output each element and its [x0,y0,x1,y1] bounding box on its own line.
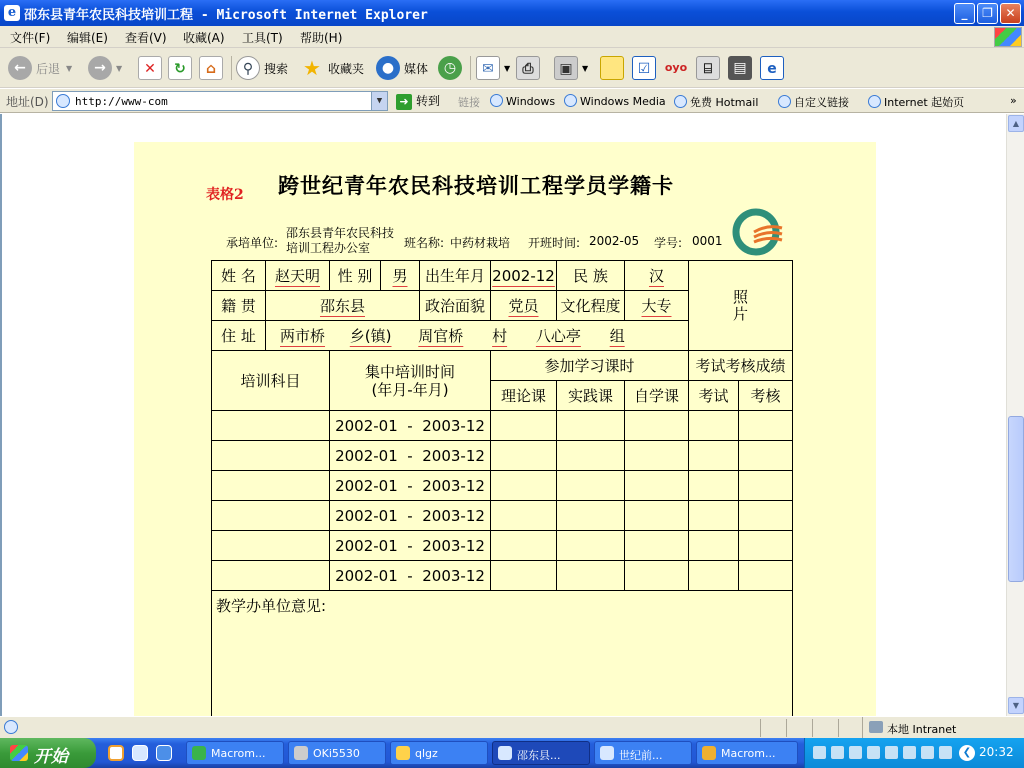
link-icon [674,95,687,108]
menu-bar [0,26,1024,48]
page-title: 跨世纪青年农民科技培训工程学员学籍卡 [278,173,674,198]
group-unit: 组 [609,327,625,345]
edit-button[interactable]: ▣ ▼ [554,54,588,82]
keyboard-icon[interactable] [813,746,826,759]
forward-button[interactable]: → ▼ [88,54,122,82]
menu-file[interactable]: 文件(F) [10,31,51,45]
pen-icon[interactable] [831,746,844,759]
ie-page-icon: e [760,56,784,80]
start-label: 开始 [34,747,68,767]
home-icon: ⌂ [199,56,223,80]
note-icon [600,56,624,80]
links-label: 链接 [458,96,480,109]
start-value: 2002-05 [589,234,640,248]
photo-box: 照 片 [689,261,793,351]
back-arrow-icon: ← [8,56,32,80]
mail-icon: ✉ [476,56,500,80]
home-button[interactable] [199,54,227,82]
tool-button-c[interactable] [760,54,788,82]
forward-arrow-icon: → [88,56,112,80]
opinion-label: 教学办单位意见: [216,597,327,615]
ie-icon: e [4,5,20,21]
town-value: 两市桥 [280,327,326,345]
assess-header: 考核 [739,381,793,411]
refresh-button[interactable] [168,54,196,82]
address-bar [0,89,1024,113]
edu-value: 大专 [625,291,689,321]
form-label: 表格2 [206,187,244,203]
group-value: 八心亭 [535,327,581,345]
period-cell: 2002-01 - 2003-12 [330,501,491,531]
links-overflow-icon[interactable]: » [1010,94,1017,107]
search-icon: ⚲ [236,56,260,80]
link-windows-media[interactable]: Windows Media [564,94,666,108]
discuss-button[interactable] [600,54,628,82]
period-cell: 2002-01 - 2003-12 [330,561,491,591]
political-label: 政治面貌 [420,291,491,321]
macromedia-icon [192,746,206,760]
favorites-button[interactable] [300,54,364,82]
messenger-button[interactable] [632,54,660,82]
ie-quicklaunch-icon[interactable] [132,745,148,761]
link-icon [490,94,503,107]
page-viewport [0,114,1006,716]
period-cell: 2002-01 - 2003-12 [330,441,491,471]
desktop-icon[interactable] [156,745,172,761]
title-bar[interactable] [0,0,1024,26]
opinion-field [212,591,793,717]
oyo-icon: oyo [664,61,688,74]
status-bar [0,716,1024,738]
period-cell: 2002-01 - 2003-12 [330,471,491,501]
back-label: 后退 [36,61,61,76]
menu-edit[interactable]: 编辑(E) [67,31,108,45]
print-button[interactable] [516,54,544,82]
ethnic-value: 汉 [625,261,689,291]
security-zone [862,717,1024,739]
table-row [212,411,793,441]
subject-header: 培训科目 [212,351,330,411]
window-title: 邵东县青年农民科技培训工程 - Microsoft Internet Explorer [24,8,428,23]
political-value: 党员 [491,291,557,321]
computer-icon [869,721,883,733]
period-cell: 2002-01 - 2003-12 [330,411,491,441]
period-cell: 2002-01 - 2003-12 [330,531,491,561]
monitor-icon[interactable] [903,746,916,759]
page-icon [56,94,70,108]
media-button[interactable] [376,54,428,82]
address-label: 住 址 [212,321,266,351]
media-label: 媒体 [404,61,429,76]
start-label: 开班时间: [528,236,581,250]
org-value: 邵东县青年农民科技培训工程办公室 [286,226,395,255]
ime-icon[interactable] [921,746,934,759]
table-row [212,561,793,591]
stop-button[interactable] [138,54,166,82]
self-study-header: 自学课 [625,381,689,411]
printer-icon [294,746,308,760]
go-arrow-icon: ➜ [396,94,412,110]
toolbar [0,48,1024,88]
ie-status-icon [4,720,18,734]
class-label: 班名称: [404,236,445,250]
ie-task-icon [498,746,512,760]
print-icon: ⎙ [516,56,540,80]
ethnic-label: 民 族 [557,261,625,291]
star-icon: ★ [303,56,321,80]
address-value [266,321,689,351]
tool-button-b[interactable] [728,54,756,82]
windows-flag-icon [10,745,28,761]
go-label: 转到 [416,94,441,108]
address-input[interactable] [52,91,388,111]
stop-icon: ✕ [138,56,162,80]
minimize-button[interactable]: _ [954,3,975,24]
printer-tool-icon: ⌸ [696,56,720,80]
address-dropdown-icon[interactable]: ▼ [371,92,387,110]
task-century[interactable]: 世纪前... [594,741,692,765]
vertical-scrollbar[interactable] [1006,114,1024,716]
test-header: 考试 [689,381,739,411]
chart-icon: ☑ [632,56,656,80]
village-unit: 村 [492,327,508,345]
link-icon [564,94,577,107]
link-custom[interactable]: 自定义链接 [778,94,849,110]
tool-button-a[interactable] [696,54,724,82]
link-hotmail[interactable]: 免费 Hotmail [674,94,758,110]
favorites-label: 收藏夹 [328,61,365,76]
native-value: 邵东县 [266,291,420,321]
menu-tools[interactable]: 工具(T) [242,31,283,45]
address-label: 地址(D) [6,95,49,109]
zone-label: 本地 Intranet [887,723,957,736]
edit-icon: ▣ [554,56,578,80]
task-oki5530[interactable]: OKi5530 [288,741,386,765]
practice-header: 实践课 [557,381,625,411]
menu-favorites[interactable]: 收藏(A) [183,31,225,45]
link-windows[interactable]: Windows [490,94,555,108]
birth-label: 出生年月 [420,261,491,291]
link-icon [868,95,881,108]
close-button[interactable]: ✕ [1000,3,1021,24]
back-button[interactable]: ← 后退 ▼ [8,54,72,82]
org-label: 承培单位: [226,236,279,250]
scroll-up-icon[interactable]: ▲ [1008,115,1024,132]
town-unit: 乡(镇) [349,327,392,345]
task-macromedia-1[interactable]: Macrom... [186,741,284,765]
refresh-icon: ↻ [168,56,192,80]
menu-help[interactable]: 帮助(H) [300,31,343,45]
taskbar [0,738,1024,768]
go-button[interactable] [396,92,440,110]
task-qlgz[interactable]: qlgz [390,741,488,765]
search-button[interactable] [236,54,288,82]
link-internet-home[interactable]: Internet 起始页 [868,94,964,110]
task-macromedia-2[interactable]: Macrom... [696,741,798,765]
volume-icon[interactable] [939,746,952,759]
macromedia-icon [702,746,716,760]
clock: 20:32 [979,745,1014,759]
tool-icon[interactable] [849,746,862,759]
period-header: 集中培训时间 (年月-年月) [330,351,491,411]
village-value: 周官桥 [418,327,464,345]
research-button[interactable] [664,54,692,82]
menu-view[interactable]: 查看(V) [125,31,167,45]
start-button[interactable] [0,738,96,768]
history-icon: ◷ [438,56,462,80]
table-row [212,441,793,471]
task-shaodong[interactable]: 邵东县... [492,741,590,765]
gender-label: 性 别 [330,261,381,291]
address-url: http://www-com [75,95,168,108]
program-logo-icon [732,206,784,258]
class-value: 中药材栽培 [450,236,511,250]
mail-button[interactable]: ✉ ▼ [476,54,510,82]
system-tray [804,738,1024,768]
scroll-down-icon[interactable]: ▼ [1008,697,1024,714]
exam-header: 考试考核成绩 [689,351,793,381]
id-label: 学号: [654,236,683,250]
folder-icon [396,746,410,760]
student-record-card [134,142,876,716]
gender-value: 男 [381,261,420,291]
ie-task-icon [600,746,614,760]
media-icon: ● [376,56,400,80]
record-table [211,260,793,716]
search-label: 搜索 [264,61,289,76]
name-label: 姓 名 [212,261,266,291]
maximize-button[interactable]: ❐ [977,3,998,24]
network-icon[interactable] [867,746,880,759]
tray-expand-icon[interactable]: ❮ [959,745,975,761]
archive-icon: ▤ [728,56,752,80]
birth-value: 2002-12 [491,261,557,291]
link-icon [778,95,791,108]
id-value: 0001 [692,234,723,248]
windows-logo-icon [994,27,1022,47]
native-label: 籍 贯 [212,291,266,321]
hours-header: 参加学习课时 [491,351,689,381]
media-player-icon[interactable] [108,745,124,761]
table-row [212,471,793,501]
scroll-thumb[interactable] [1008,416,1024,582]
display-icon[interactable] [885,746,898,759]
table-row [212,531,793,561]
history-button[interactable] [438,54,466,82]
table-row [212,501,793,531]
name-value: 赵天明 [266,261,330,291]
theory-header: 理论课 [491,381,557,411]
edu-label: 文化程度 [557,291,625,321]
